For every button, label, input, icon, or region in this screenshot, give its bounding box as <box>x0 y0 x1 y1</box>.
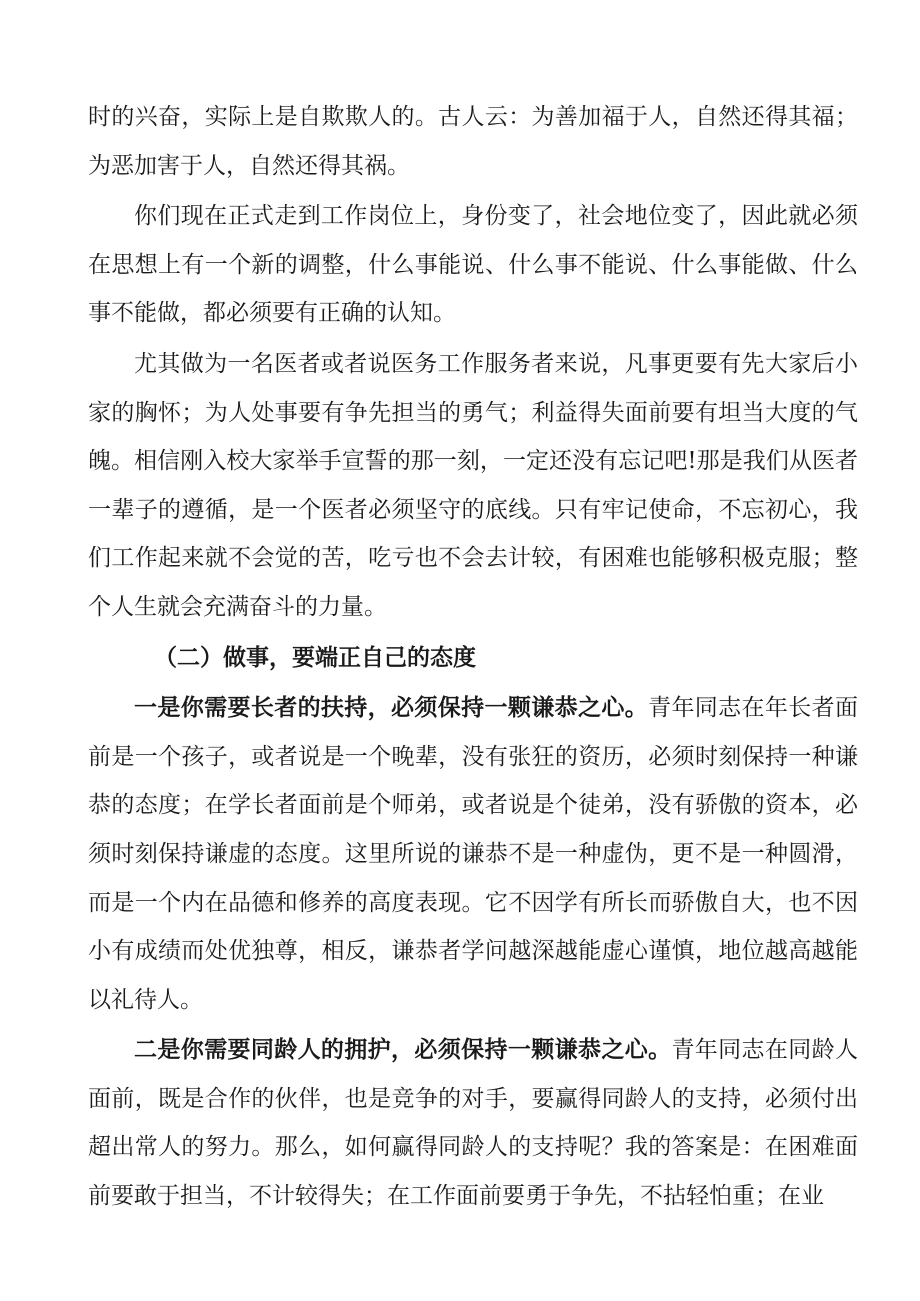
paragraph-bold-lead: 一是你需要长者的扶持，必须保持一颗谦恭之心。 <box>134 694 649 722</box>
document-body <box>88 93 858 1221</box>
paragraph-body-text: 青年同志在同龄人面前，既是合作的伙伴，也是竞争的对手，要赢得同龄人的支持，必须付出超出常人的努力。那么，如何赢得同龄人的支持呢？我的答案是：在困难面前要敢于担当，不计较得失；在工作面前要勇于争先，不拈轻怕重；在业 <box>88 1037 859 1210</box>
paragraph-body-text: 青年同志在年长者面前是一个孩子，或者说是一个晚辈，没有张狂的资历，必须时刻保持一种谦恭的态度；在学长者面前是个师弟，或者说是个徒弟，没有骄傲的资本，必须时刻保持谦虚的态度。这里所说的谦恭不是一种虚伪，更不是一种圆滑，而是一个内在品德和修养的高度表现。它不因学有所长而骄傲自大，也不因小有成绩而处优独尊，相反，谦恭者学问越深越能虚心谨慎，地位越高越能以礼待人。 <box>88 695 859 1013</box>
section-heading: （二）做事，要端正自己的态度 <box>154 643 476 671</box>
paragraph-peer-support <box>88 1026 858 1220</box>
paragraph-bold-lead: 二是你需要同龄人的拥护，必须保持一颗谦恭之心。 <box>134 1036 672 1064</box>
paragraph-continuation: 时的兴奋，实际上是自欺欺人的。古人云：为善加福于人，自然还得其福；为恶加害于人，自然还得其祸。 <box>88 104 858 179</box>
paragraph-new-position: 你们现在正式走到工作岗位上，身份变了，社会地位变了，因此就必须在思想上有一个新的调整，什么事能说、什么事不能说、什么事能做、什么事不能做，都必须要有正确的认知。 <box>88 203 858 327</box>
paragraph-elder-support <box>88 684 858 1024</box>
paragraph-doctor-duty: 尤其做为一名医者或者说医务工作服务者来说，凡事更要有先大家后小家的胸怀；为人处事要有争先担当的勇气；利益得失面前要有坦当大度的气魄。相信刚入校大家举手宣誓的那一刻，一定还没有忘记吧!那是我们从医者一辈子的遵循，是一个医者必须坚守的底线。只有牢记使命，不忘初心，我们工作起来就不会觉的苦，吃亏也不会去计较，有困难也能够积极克服；整个人生就会充满奋斗的力量。 <box>88 350 858 620</box>
